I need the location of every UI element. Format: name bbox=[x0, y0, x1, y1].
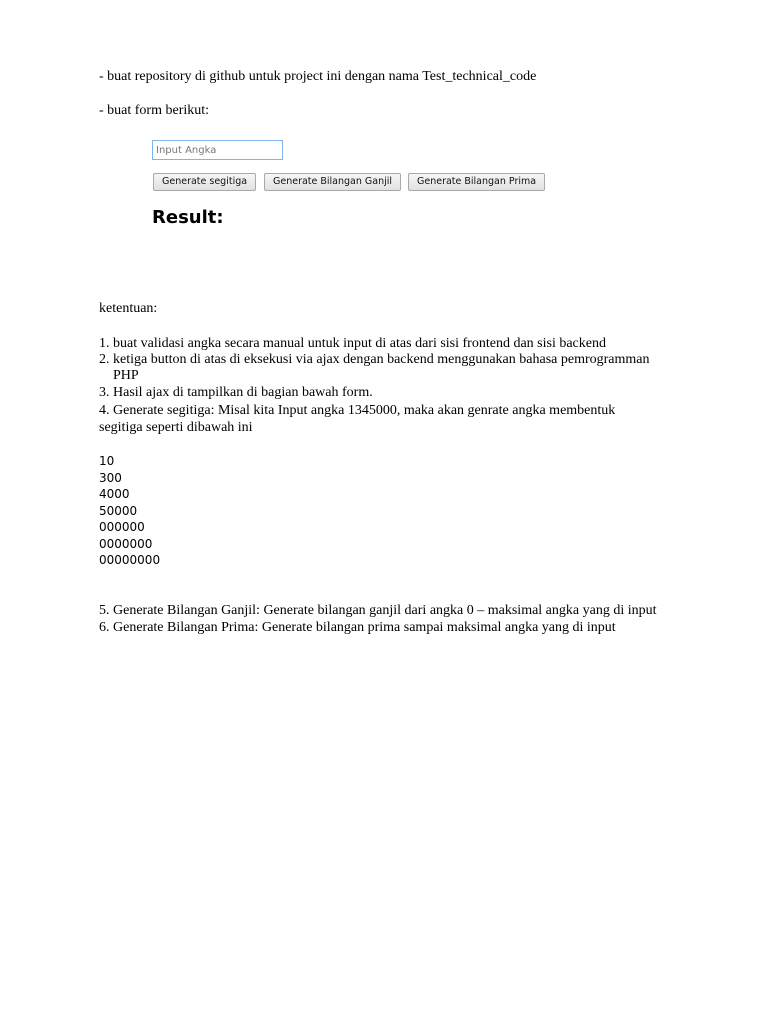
ketentuan-item-4-continued: segitiga seperti dibawah ini bbox=[99, 420, 253, 435]
ketentuan-item-5: 5. Generate Bilangan Ganjil: Generate bilangan ganjil dari angka 0 – maksimal angka yang di input bbox=[99, 603, 657, 618]
ketentuan-item-2-continued: PHP bbox=[113, 368, 139, 383]
triangle-row: 0000000 bbox=[99, 537, 153, 551]
generate-bilangan-prima-button[interactable]: Generate Bilangan Prima bbox=[408, 173, 545, 191]
result-heading: Result: bbox=[152, 207, 224, 228]
triangle-row: 300 bbox=[99, 471, 122, 485]
triangle-row: 10 bbox=[99, 454, 115, 468]
ketentuan-item-2: 2. ketiga button di atas di eksekusi via ajax dengan backend menggunakan bahasa pemrogramman bbox=[99, 352, 650, 367]
input-angka-field[interactable] bbox=[152, 140, 283, 160]
generate-bilangan-ganjil-button[interactable]: Generate Bilangan Ganjil bbox=[264, 173, 401, 191]
ketentuan-item-3: 3. Hasil ajax di tampilkan di bagian bawah form. bbox=[99, 385, 373, 400]
intro-line-1: - buat repository di github untuk project ini dengan nama Test_technical_code bbox=[99, 69, 537, 84]
intro-line-2: - buat form berikut: bbox=[99, 103, 210, 118]
triangle-row: 000000 bbox=[99, 520, 145, 534]
generate-segitiga-button[interactable]: Generate segitiga bbox=[153, 173, 256, 191]
ketentuan-item-6: 6. Generate Bilangan Prima: Generate bilangan prima sampai maksimal angka yang di input bbox=[99, 620, 616, 635]
ketentuan-item-4: 4. Generate segitiga: Misal kita Input angka 1345000, maka akan genrate angka membentuk bbox=[99, 403, 616, 418]
triangle-row: 50000 bbox=[99, 504, 138, 518]
triangle-row: 4000 bbox=[99, 487, 130, 501]
triangle-row: 00000000 bbox=[99, 553, 161, 567]
ketentuan-heading: ketentuan: bbox=[99, 301, 158, 316]
ketentuan-item-1: 1. buat validasi angka secara manual untuk input di atas dari sisi frontend dan sisi backend bbox=[99, 336, 606, 351]
